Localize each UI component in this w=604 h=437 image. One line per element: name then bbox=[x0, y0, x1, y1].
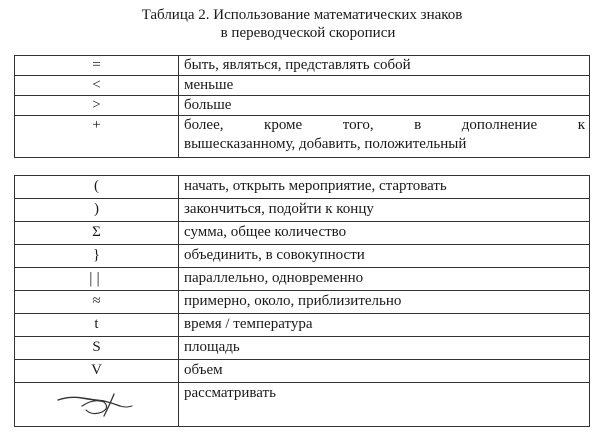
symbol-cell bbox=[15, 383, 179, 427]
meaning-cell: сумма, общее количество bbox=[179, 222, 590, 245]
meaning-cell: быть, являться, представлять собой bbox=[179, 56, 590, 76]
symbol-cell: t bbox=[15, 314, 179, 337]
table-row bbox=[15, 268, 590, 291]
table-row bbox=[15, 56, 590, 76]
table-row bbox=[15, 116, 590, 158]
meaning-cell: время / температура bbox=[179, 314, 590, 337]
table-caption-line1: Таблица 2. Использование математических знаков bbox=[141, 7, 463, 23]
table-row bbox=[15, 314, 590, 337]
symbol-cell: < bbox=[15, 76, 179, 96]
table-row bbox=[15, 245, 590, 268]
symbol-cell: ≈ bbox=[15, 291, 179, 314]
symbol-cell bbox=[15, 268, 179, 291]
meaning-cell: закончиться, подойти к концу bbox=[179, 199, 590, 222]
meaning-cell: параллельно, одновременно bbox=[179, 268, 590, 291]
parallel-sign: || bbox=[89, 270, 104, 287]
handwritten-consider-sign-icon bbox=[52, 386, 142, 420]
math-signs-table-1 bbox=[14, 55, 590, 158]
table-row bbox=[15, 222, 590, 245]
symbol-cell: } bbox=[15, 245, 179, 268]
symbol-cell: ) bbox=[15, 199, 179, 222]
table-row bbox=[15, 96, 590, 116]
symbol-cell: + bbox=[15, 116, 179, 158]
table-row bbox=[15, 337, 590, 360]
symbol-cell: = bbox=[15, 56, 179, 76]
meaning-cell: примерно, около, приблизительно bbox=[179, 291, 590, 314]
meaning-line1: более, кроме того, в дополнение к bbox=[184, 117, 585, 133]
table-row bbox=[15, 291, 590, 314]
table-row bbox=[15, 199, 590, 222]
math-signs-table-2 bbox=[14, 175, 590, 427]
table-row bbox=[15, 176, 590, 199]
table-caption-line2: в переводческой скорописи bbox=[220, 25, 396, 41]
symbol-cell: ( bbox=[15, 176, 179, 199]
symbol-cell: V bbox=[15, 360, 179, 383]
symbol-cell: S bbox=[15, 337, 179, 360]
table-row bbox=[15, 76, 590, 96]
meaning-cell: площадь bbox=[179, 337, 590, 360]
symbol-cell: Σ bbox=[15, 222, 179, 245]
meaning-cell: меньше bbox=[179, 76, 590, 96]
meaning-line2: вышесказанному, добавить, положительный bbox=[184, 136, 467, 152]
meaning-cell: начать, открыть мероприятие, стартовать bbox=[179, 176, 590, 199]
meaning-cell bbox=[179, 116, 590, 158]
meaning-cell: объединить, в совокупности bbox=[179, 245, 590, 268]
meaning-cell: объем bbox=[179, 360, 590, 383]
symbol-cell: > bbox=[15, 96, 179, 116]
meaning-cell: больше bbox=[179, 96, 590, 116]
table-row bbox=[15, 360, 590, 383]
table-row bbox=[15, 383, 590, 427]
meaning-cell: рассматривать bbox=[179, 383, 590, 427]
